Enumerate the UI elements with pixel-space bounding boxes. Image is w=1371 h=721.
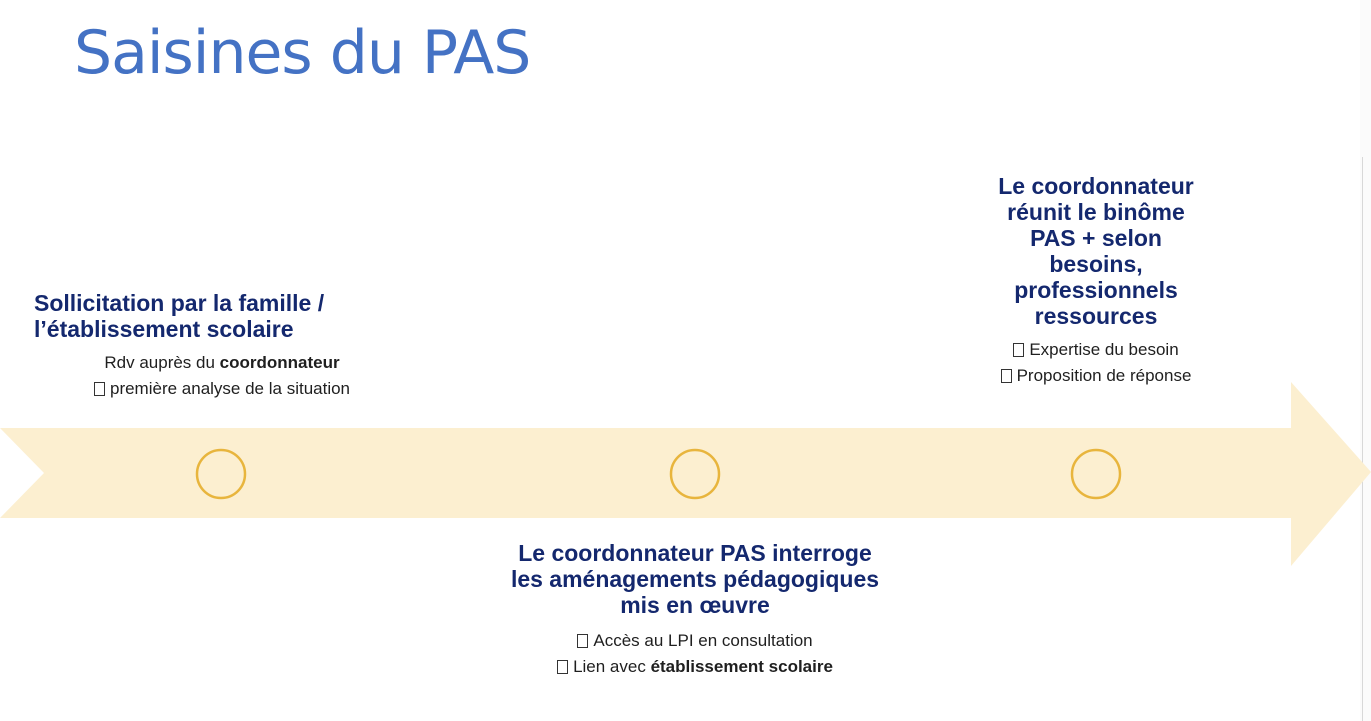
step-1-details bbox=[22, 350, 422, 402]
checkbox-icon bbox=[94, 382, 105, 396]
step-1-heading bbox=[22, 290, 422, 342]
step-1-detail-text: Rdv auprès du bbox=[104, 353, 220, 372]
step-1-detail-line bbox=[22, 350, 422, 376]
step-3-detail-line bbox=[960, 363, 1232, 389]
step-2-detail-bold: établissement scolaire bbox=[650, 657, 833, 676]
step-2-detail-line bbox=[465, 628, 925, 654]
step-1-detail-bold: coordonnateur bbox=[219, 353, 340, 372]
checkbox-icon bbox=[1013, 343, 1024, 357]
step-1-detail-line bbox=[22, 376, 422, 402]
step-3-heading-line: PAS + selon bbox=[1030, 225, 1162, 251]
step-2-detail-text: Lien avec bbox=[573, 657, 651, 676]
checkbox-icon bbox=[1001, 369, 1012, 383]
checkbox-icon bbox=[577, 634, 588, 648]
step-2 bbox=[465, 540, 925, 680]
step-3-detail-text: Proposition de réponse bbox=[1016, 366, 1192, 385]
step-3-heading-line: besoins, bbox=[1049, 251, 1143, 277]
step-1 bbox=[22, 290, 422, 402]
step-2-detail-line bbox=[465, 654, 925, 680]
step-3-heading-line: Le coordonnateur bbox=[998, 173, 1194, 199]
step-2-heading-line: mis en œuvre bbox=[620, 592, 770, 618]
step-1-detail-text: première analyse de la situation bbox=[109, 379, 351, 398]
checkbox-icon bbox=[557, 660, 568, 674]
step-3-heading-line: réunit le binôme bbox=[1007, 199, 1185, 225]
step-3-detail-line bbox=[960, 337, 1232, 363]
step-3 bbox=[960, 173, 1232, 389]
timeline-arrow-shape bbox=[0, 382, 1371, 566]
step-1-heading-line: l’établissement scolaire bbox=[34, 316, 294, 342]
step-3-heading-line: ressources bbox=[1034, 303, 1158, 329]
step-2-details bbox=[465, 628, 925, 680]
step-2-detail-text: Accès au LPI en consultation bbox=[593, 631, 813, 650]
step-2-heading-line: les aménagements pédagogiques bbox=[510, 566, 880, 592]
step-3-heading bbox=[960, 173, 1232, 329]
step-3-detail-text: Expertise du besoin bbox=[1029, 340, 1179, 359]
step-1-heading-line: Sollicitation par la famille / bbox=[34, 290, 325, 316]
step-3-heading-line: professionnels bbox=[1014, 277, 1178, 303]
step-3-details bbox=[960, 337, 1232, 389]
step-2-heading bbox=[465, 540, 925, 618]
slide-title: Saisines du PAS bbox=[74, 18, 531, 88]
step-2-heading-line: Le coordonnateur PAS interroge bbox=[518, 540, 872, 566]
